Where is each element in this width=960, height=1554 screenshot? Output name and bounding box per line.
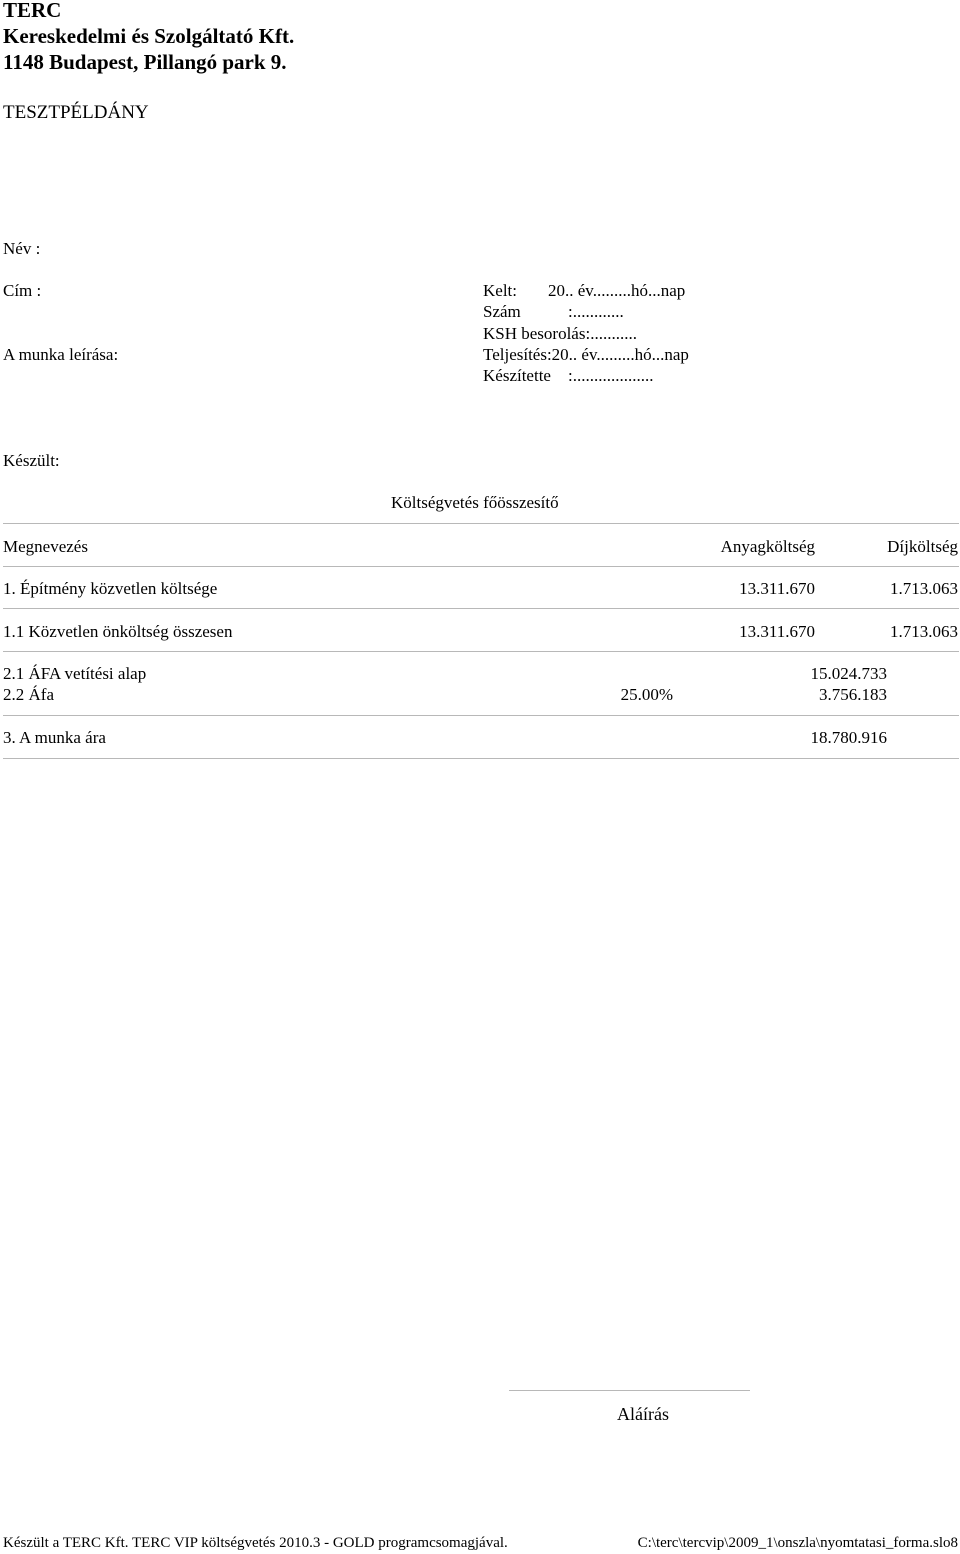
row-label: 1.1 Közvetlen önköltség összesen bbox=[3, 622, 233, 641]
row-material: 13.311.670 bbox=[739, 622, 815, 641]
keszult-label: Készült: bbox=[3, 451, 60, 470]
vat-rate: 25.00% bbox=[620, 685, 673, 704]
watermark-text: TESZTPÉLDÁNY bbox=[3, 102, 149, 123]
kelt-label: Kelt: bbox=[483, 281, 517, 300]
ksh-besorolas: KSH besorolás:........... bbox=[483, 324, 637, 343]
szam-label: Szám bbox=[483, 302, 521, 321]
cim-label: Cím : bbox=[3, 281, 42, 300]
row-material: 13.311.670 bbox=[739, 579, 815, 598]
footer-left: Készült a TERC Kft. TERC VIP költségvetés 2010.3 - GOLD programcsomagjával. bbox=[3, 1535, 508, 1551]
divider bbox=[3, 523, 959, 524]
footer-right: C:\terc\tercvip\2009_1\onszla\nyomtatasi_forma.slo8 bbox=[637, 1535, 958, 1551]
keszitette-label: Készítette bbox=[483, 366, 551, 385]
signature-line bbox=[509, 1390, 750, 1391]
total-label: 3. A munka ára bbox=[3, 728, 106, 747]
keszitette-value: :................... bbox=[568, 366, 654, 385]
vat-base-label: 2.1 ÁFA vetítési alap bbox=[3, 664, 147, 683]
teljesites: Teljesítés:20.. év.........hó...nap bbox=[483, 345, 689, 364]
company-name: TERC bbox=[3, 0, 62, 22]
munka-leirasa-label: A munka leírása: bbox=[3, 345, 119, 364]
divider bbox=[3, 715, 959, 716]
nev-label: Név : bbox=[3, 239, 41, 258]
company-address: 1148 Budapest, Pillangó park 9. bbox=[3, 50, 287, 74]
row-label: 1. Építmény közvetlen költsége bbox=[3, 579, 218, 598]
signature-label: Aláírás bbox=[617, 1404, 669, 1424]
divider bbox=[3, 608, 959, 609]
header-material: Anyagköltség bbox=[720, 537, 815, 556]
vat-base-value: 15.024.733 bbox=[810, 664, 887, 683]
total-value: 18.780.916 bbox=[810, 728, 887, 747]
szam-value: :............ bbox=[568, 302, 624, 321]
summary-title: Költségvetés főösszesítő bbox=[391, 493, 559, 512]
row-fee: 1.713.063 bbox=[890, 622, 958, 641]
row-fee: 1.713.063 bbox=[890, 579, 958, 598]
kelt-value: 20.. év.........hó...nap bbox=[548, 281, 686, 300]
company-fullname: Kereskedelmi és Szolgáltató Kft. bbox=[3, 24, 295, 48]
divider bbox=[3, 758, 959, 759]
divider bbox=[3, 566, 959, 567]
vat-label: 2.2 Áfa bbox=[3, 685, 54, 704]
vat-value: 3.756.183 bbox=[819, 685, 887, 704]
header-fee: Díjköltség bbox=[887, 537, 958, 556]
divider bbox=[3, 651, 959, 652]
header-name: Megnevezés bbox=[3, 537, 88, 556]
